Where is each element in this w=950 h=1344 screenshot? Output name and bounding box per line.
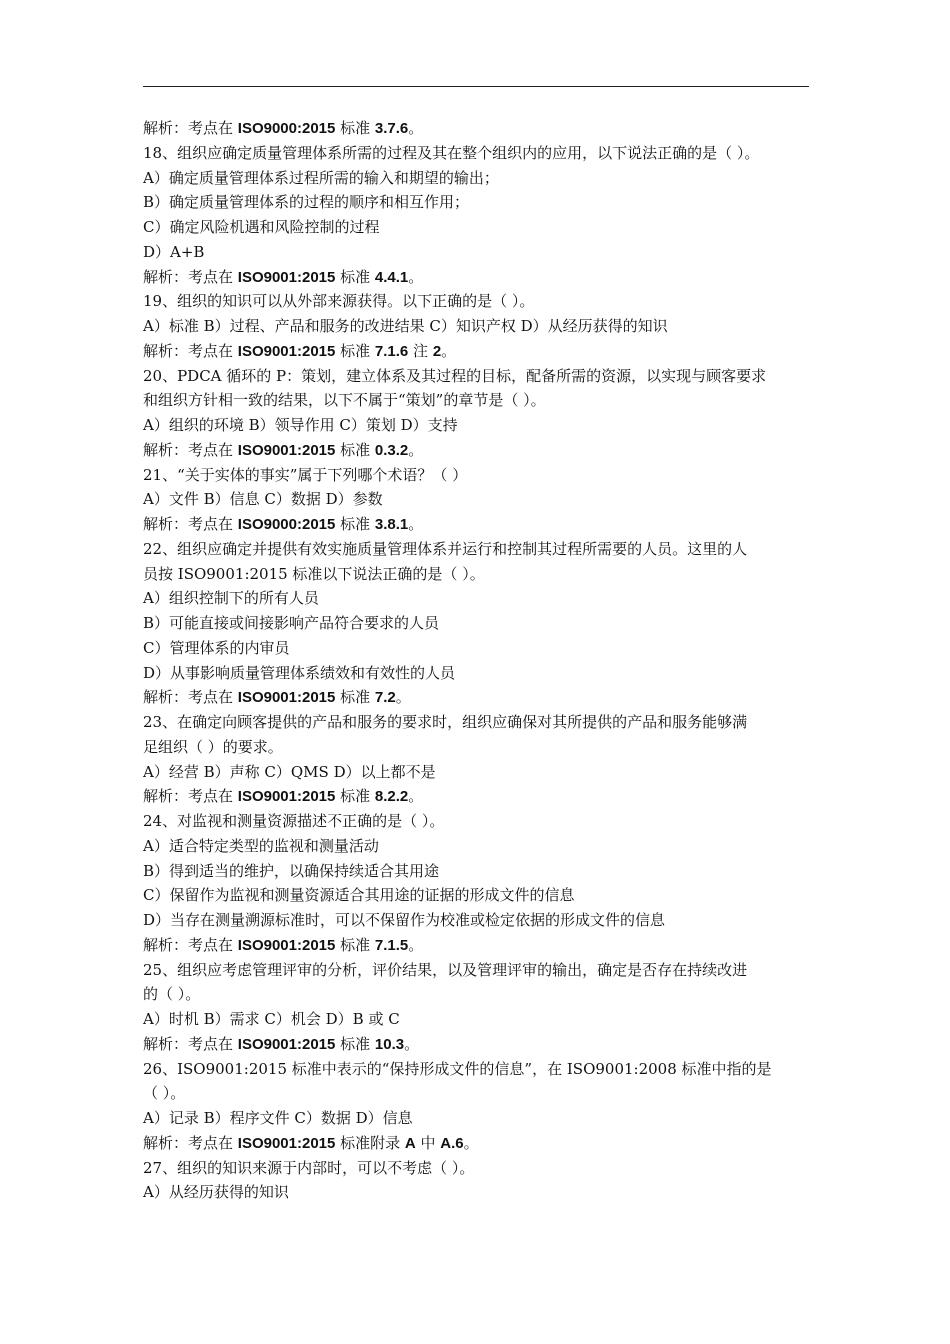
analysis-suffix: 中 (415, 1133, 441, 1152)
text-line: A）记录 B）程序文件 C）数据 D）信息 (143, 1109, 413, 1127)
clause-number: 0.3.2 (374, 441, 409, 459)
text-line: 18、组织应确定质量管理体系所需的过程及其在整个组织内的应用，以下说法正确的是（ ）。 (143, 143, 760, 162)
text-line: D）A+B (143, 242, 205, 261)
analysis-mid: 标准 (335, 787, 375, 806)
analysis-end: 。 (463, 1133, 479, 1152)
text-line: D）从事影响质量管理体系绩效和有效性的人员 (143, 663, 456, 682)
analysis-mid: 标准 (335, 119, 375, 137)
text-line: 24、对监视和测量资源描述不正确的是（ ）。 (143, 812, 445, 830)
analysis-prefix: 解析：考点在 (143, 341, 238, 360)
clause-number: 10.3 (374, 1035, 405, 1053)
text-line: B）得到适当的维护，以确保持续适合其用途 (143, 861, 440, 880)
analysis-suffix: 。 (408, 119, 424, 137)
analysis-suffix: 。 (404, 1034, 420, 1053)
text-line: 26、ISO9001:2015 标准中表示的“保持形成文件的信息”，在 ISO9001:2008 标准中指的是 (143, 1059, 772, 1078)
analysis-suffix: 。 (408, 515, 424, 533)
analysis-suffix: 。 (408, 935, 424, 954)
analysis-line (143, 438, 813, 463)
text-line: 足组织（ ）的要求。 (143, 737, 283, 756)
text-line: 员按 ISO9001:2015 标准以下说法正确的是（ ）。 (143, 564, 485, 583)
text-line: C）确定风险机遇和风险控制的过程 (143, 218, 380, 236)
analysis-suffix: 。 (408, 787, 424, 806)
analysis-prefix: 解析：考点在 (143, 267, 238, 286)
text-line: A）时机 B）需求 C）机会 D）B 或 C (143, 1010, 400, 1028)
analysis-line (143, 1032, 813, 1057)
analysis-line (143, 339, 813, 364)
text-line: 23、在确定向顾客提供的产品和服务的要求时，组织应确保对其所提供的产品和服务能够满 (143, 713, 748, 731)
standard-code: ISO9001:2015 (237, 342, 336, 360)
analysis-mid: 标准 (335, 1034, 375, 1053)
text-line: 20、PDCA 循环的 P：策划，建立体系及其过程的目标，配备所需的资源，以实现与顾客要求 (143, 366, 767, 385)
text-line: A）从经历获得的知识 (143, 1183, 289, 1202)
standard-code: ISO9001:2015 (237, 689, 336, 707)
analysis-mid: 标准 (335, 688, 375, 707)
text-line: A）标准 B）过程、产品和服务的改进结果 C）知识产权 D）从经历获得的知识 (143, 317, 668, 335)
analysis-mid: 标准 (335, 440, 375, 459)
standard-code: ISO9001:2015 (237, 268, 336, 286)
standard-code: ISO9001:2015 (237, 936, 336, 954)
standard-code: ISO9001:2015 (237, 788, 336, 806)
standard-code: ISO9000:2015 (237, 120, 336, 137)
standard-code: ISO9001:2015 (237, 1035, 336, 1053)
analysis-suffix: 。 (408, 267, 424, 286)
analysis-mid: 标准 (335, 935, 375, 954)
analysis-mid: 标准 (335, 515, 375, 533)
analysis-line (143, 116, 813, 141)
text-line: A）经营 B）声称 C）QMS D）以上都不是 (143, 762, 436, 781)
text-line: 的（ ）。 (143, 985, 201, 1004)
header-rule (143, 86, 809, 87)
standard-code: ISO9001:2015 (237, 1134, 336, 1152)
clause-number: 4.4.1 (374, 268, 409, 286)
analysis-prefix: 解析：考点在 (143, 787, 238, 806)
clause-number: 3.8.1 (374, 516, 409, 533)
analysis-line (143, 1131, 813, 1156)
text-line: C）管理体系的内审员 (143, 638, 290, 657)
text-line: 27、组织的知识来源于内部时，可以不考虑（ ）。 (143, 1158, 475, 1177)
analysis-prefix: 解析：考点在 (143, 119, 238, 137)
analysis-mid: 标准 (335, 341, 375, 360)
clause-number: A (404, 1134, 416, 1152)
analysis-suffix: 注 (408, 341, 433, 360)
text-line: A）确定质量管理体系过程所需的输入和期望的输出； (143, 168, 499, 187)
analysis-mid: 标准附录 (335, 1133, 405, 1152)
text-line: A）组织的环境 B）领导作用 C）策划 D）支持 (143, 416, 458, 434)
analysis-prefix: 解析：考点在 (143, 935, 238, 954)
analysis-prefix: 解析：考点在 (143, 440, 238, 459)
analysis-end: 。 (441, 341, 457, 360)
analysis-suffix: 。 (395, 688, 411, 707)
clause-number: 7.1.5 (374, 936, 409, 954)
analysis-prefix: 解析：考点在 (143, 1133, 238, 1152)
text-line: 22、组织应确定并提供有效实施质量管理体系并运行和控制其过程所需要的人员。这里的人 (143, 539, 748, 558)
clause-number: 7.2 (374, 689, 396, 707)
text-line: 19、组织的知识可以从外部来源获得。以下正确的是（ ）。 (143, 292, 535, 311)
text-line: B）可能直接或间接影响产品符合要求的人员 (143, 614, 440, 632)
text-line: 和组织方针相一致的结果，以下不属于“策划”的章节是（ ）。 (143, 391, 546, 410)
analysis-line (143, 512, 813, 537)
analysis-mid: 标准 (335, 267, 375, 286)
text-line: D）当存在测量溯源标准时，可以不保留作为校准或检定依据的形成文件的信息 (143, 911, 666, 929)
text-line: A）组织控制下的所有人员 (143, 589, 319, 608)
note-number: A.6 (440, 1134, 464, 1152)
text-line: C）保留作为监视和测量资源适合其用途的证据的形成文件的信息 (143, 886, 575, 905)
analysis-prefix: 解析：考点在 (143, 688, 238, 707)
text-line: B）确定质量管理体系的过程的顺序和相互作用； (143, 193, 470, 212)
note-number: 2 (432, 342, 442, 360)
document-body (143, 116, 813, 1205)
clause-number: 7.1.6 (374, 342, 409, 360)
clause-number: 3.7.6 (374, 120, 409, 137)
analysis-line (143, 784, 813, 809)
clause-number: 8.2.2 (374, 788, 409, 806)
analysis-prefix: 解析：考点在 (143, 1034, 238, 1053)
standard-code: ISO9000:2015 (237, 516, 336, 533)
text-line: A）文件 B）信息 C）数据 D）参数 (143, 490, 383, 509)
text-line: A）适合特定类型的监视和测量活动 (143, 836, 379, 855)
standard-code: ISO9001:2015 (237, 441, 336, 459)
text-line: 21、“关于实体的事实”属于下列哪个术语？（ ） (143, 465, 468, 484)
analysis-line (143, 933, 813, 958)
analysis-line (143, 265, 813, 290)
analysis-line (143, 685, 813, 710)
text-line: 25、组织应考虑管理评审的分析，评价结果，以及管理评审的输出，确定是否存在持续改进 (143, 960, 748, 979)
analysis-prefix: 解析：考点在 (143, 515, 238, 533)
text-line: （ ）。 (143, 1084, 186, 1103)
analysis-suffix: 。 (408, 440, 424, 459)
